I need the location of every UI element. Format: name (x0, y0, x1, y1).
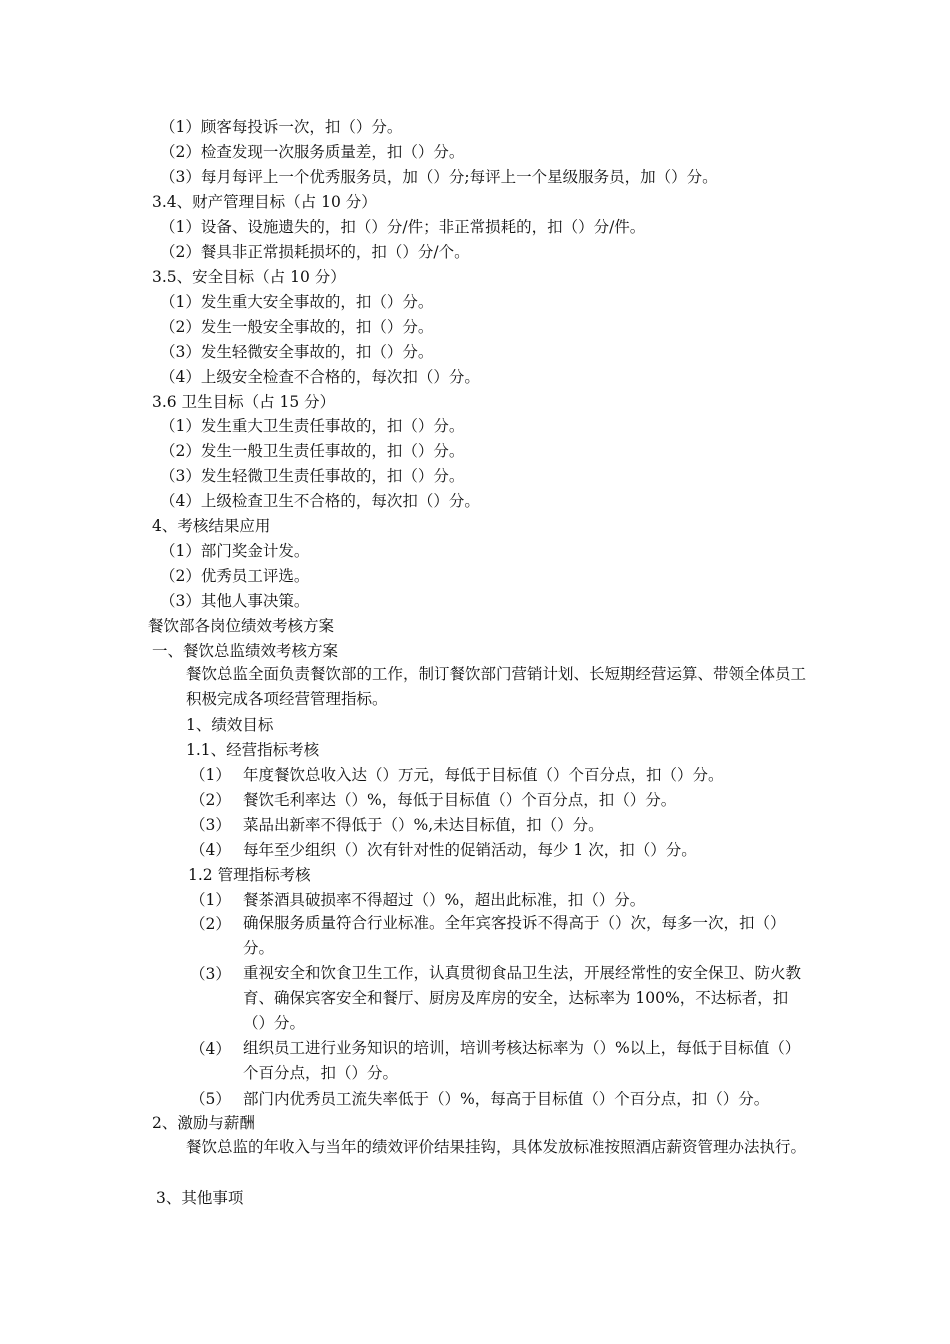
text-line: （1）设备、设施遗失的，扣（）分/件；非正常损耗的，扣（）分/件。 (160, 218, 646, 236)
text-line: （2）餐具非正常损耗损坏的，扣（）分/个。 (160, 243, 470, 261)
item-number: （2） (190, 791, 231, 809)
section-heading: 4、考核结果应用 (152, 517, 271, 535)
text-line: （2）检查发现一次服务质量差，扣（）分。 (160, 143, 465, 161)
text-line: （2）发生一般安全事故的，扣（）分。 (160, 318, 434, 336)
text-line: （4）上级安全检查不合格的，每次扣（）分。 (160, 368, 480, 386)
item-number: （3） (190, 816, 231, 834)
section-heading: 2、激励与薪酬 (152, 1114, 255, 1132)
item-text: 重视安全和饮食卫生工作，认真贯彻食品卫生法，开展经常性的安全保卫、防火教育、确保宾客安全和餐厅、厨房及库房的安全，达标率为 100%，不达标者，扣（）分。 (243, 964, 802, 1032)
text-line: （1）顾客每投诉一次，扣（）分。 (160, 118, 403, 136)
text-line: （3）发生轻微卫生责任事故的，扣（）分。 (160, 467, 465, 485)
section-heading: 1、绩效目标 (186, 716, 274, 734)
item-number: （1） (190, 891, 231, 909)
text-line: （3）其他人事决策。 (160, 592, 310, 610)
item-text: 组织员工进行业务知识的培训，培训考核达标率为（）%以上，每低于目标值（）个百分点，扣（）分。 (243, 1039, 801, 1082)
section-heading: 一、餐饮总监绩效考核方案 (152, 642, 339, 660)
item-text: 年度餐饮总收入达（）万元，每低于目标值（）个百分点，扣（）分。 (243, 766, 724, 784)
text-line: （1）发生重大安全事故的，扣（）分。 (160, 293, 434, 311)
item-number: （4） (190, 1040, 231, 1058)
section-heading: 3.5、安全目标（占 10 分） (152, 268, 346, 286)
item-text: 部门内优秀员工流失率低于（）%，每高于目标值（）个百分点，扣（）分。 (243, 1090, 770, 1108)
text-line: （3）发生轻微安全事故的，扣（）分。 (160, 343, 434, 361)
item-number: （4） (190, 841, 231, 859)
item-text: 确保服务质量符合行业标准。全年宾客投诉不得高于（）次，每多一次，扣（）分。 (243, 914, 786, 957)
section-heading: 3.4、财产管理目标（占 10 分） (152, 193, 377, 211)
item-text: 餐饮毛利率达（）%，每低于目标值（）个百分点，扣（）分。 (243, 791, 677, 809)
text-line: （1）部门奖金计发。 (160, 542, 310, 560)
item-number: （2） (190, 915, 231, 933)
section-heading: 1.2 管理指标考核 (188, 866, 311, 884)
document-title: 餐饮部各岗位绩效考核方案 (148, 617, 335, 635)
text-line: （4）上级检查卫生不合格的，每次扣（）分。 (160, 492, 480, 510)
item-number: （5） (190, 1090, 231, 1108)
text-line: （2）发生一般卫生责任事故的，扣（）分。 (160, 442, 465, 460)
item-number: （3） (190, 965, 231, 983)
item-text: 餐茶酒具破损率不得超过（）%，超出此标准，扣（）分。 (243, 891, 646, 909)
section-heading: 3、其他事项 (156, 1189, 244, 1207)
text-line: （2）优秀员工评选。 (160, 567, 310, 585)
text-line: （3）每月每评上一个优秀服务员，加（）分;每评上一个星级服务员，加（）分。 (160, 168, 718, 186)
item-text: 每年至少组织（）次有针对性的促销活动，每少 1 次，扣（）分。 (243, 841, 697, 859)
item-number: （1） (190, 766, 231, 784)
item-text: 菜品出新率不得低于（）%,未达目标值，扣（）分。 (243, 816, 604, 834)
text-line: （1）发生重大卫生责任事故的，扣（）分。 (160, 417, 465, 435)
section-heading: 1.1、经营指标考核 (186, 741, 320, 759)
intro-paragraph: 餐饮总监全面负责餐饮部的工作，制订餐饮部门营销计划、长短期经营运算、带领全体员工积极完成各项经营管理指标。 (186, 665, 807, 708)
paragraph: 餐饮总监的年收入与当年的绩效评价结果挂钩，具体发放标准按照酒店薪资管理办法执行。 (186, 1138, 807, 1156)
section-heading: 3.6 卫生目标（占 15 分） (152, 393, 336, 411)
